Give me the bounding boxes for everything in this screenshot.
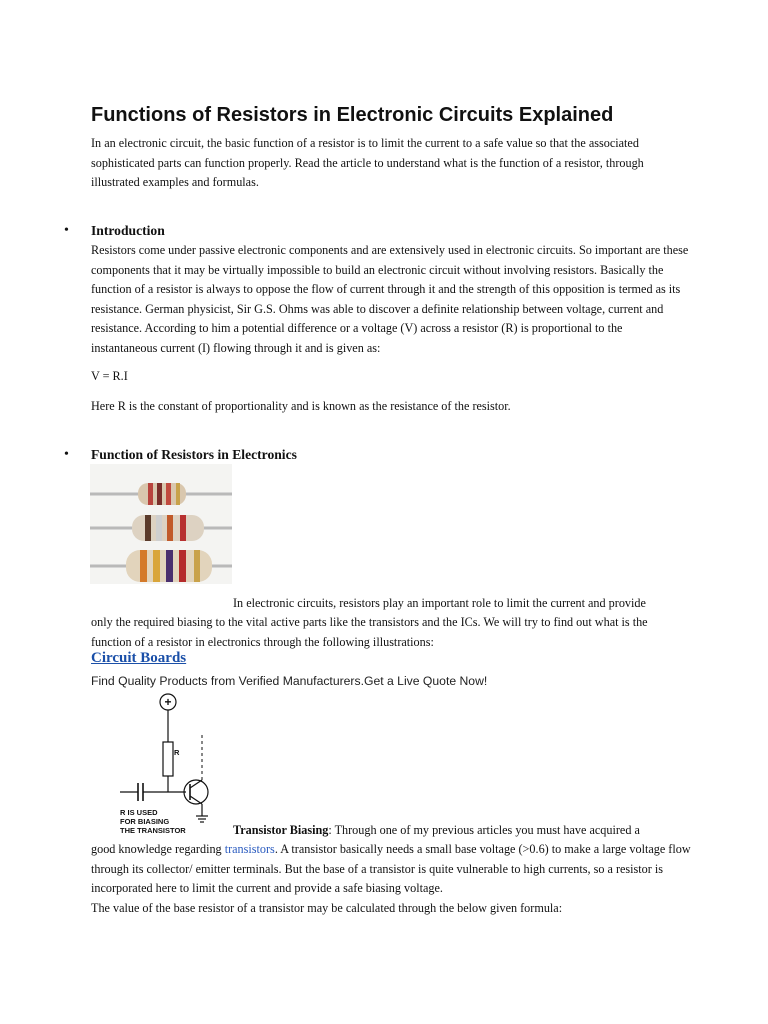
transistor-biasing-heading: Transistor Biasing	[233, 823, 329, 837]
function-heading: Function of Resistors in Electronics	[91, 447, 297, 462]
diagram-caption-line2: FOR BIASING	[120, 817, 170, 826]
transistor-biasing-first-line	[233, 821, 693, 841]
function-body-first-line: In electronic circuits, resistors play an important role to limit the current and provide	[233, 596, 646, 610]
formula-note: Here R is the constant of proportionality and is known as the resistance of the resistor.	[91, 399, 511, 413]
diagram-caption-line1: R IS USED	[120, 808, 158, 817]
plus-symbol: +	[164, 695, 172, 709]
transistor-biasing-text-b: good knowledge regarding	[91, 842, 225, 856]
resistor-symbol	[163, 742, 173, 776]
diagram-caption-line3: THE TRANSISTOR	[120, 826, 186, 835]
resistors-illustration	[90, 464, 232, 584]
transistor-biasing-diagram	[110, 690, 226, 840]
transistors-link[interactable]: transistors	[224, 842, 275, 856]
resistors-photo	[90, 464, 232, 584]
transistor-biasing-body	[91, 840, 691, 899]
resistor-label: R	[174, 748, 180, 757]
page-title: Functions of Resistors in Electronic Circuits Explained	[91, 104, 614, 126]
transistor-biasing-text-a: : Through one of my previous articles you must have acquired a	[328, 823, 640, 837]
ad-title-link[interactable]: Circuit Boards	[91, 650, 187, 666]
ad-text: Find Quality Products from Verified Manufacturers.Get a Live Quote Now!	[91, 674, 488, 688]
introduction-heading: Introduction	[91, 223, 165, 238]
function-body: only the required biasing to the vital active parts like the transistors and the ICs. We will try to find out what is the function of a resistor in electronics through the following illustrations:	[91, 615, 648, 649]
intro-paragraph: In an electronic circuit, the basic function of a resistor is to limit the current to a safe value so that the associated sophisticated parts can function properly. Read the article to understand what is the function of a resistor, through illustrated examples and formulas.	[91, 136, 644, 190]
introduction-body: Resistors come under passive electronic components and are extensively used in electronic circuits. So important are these components that it may be virtually impossible to build an electronic circuit without involving resistors. Basically the function of a resistor is always to oppose the flow of current through it and the strength of this opposition is termed as its resistance. German physicist, Sir G.S. Ohms was able to discover a definite relationship between voltage, current and resistance. According to him a potential difference or a voltage (V) across a resistor (R) is proportional to the instantaneous current (I) flowing through it and is given as:	[91, 243, 689, 355]
base-resistor-formula-intro: The value of the base resistor of a transistor may be calculated through the below given formula:	[91, 901, 563, 915]
ohms-law-formula: V = R.I	[91, 369, 128, 383]
transistor-biasing-text-c: . A transistor basically needs a small base voltage (>0.6) to make a large voltage flow through its collector/ emitter terminals. But the base of a transistor is quite vulnerable to high currents, so a resistor is incorporated here to limit the current and provide a safe biasing voltage.	[91, 842, 691, 896]
bullet-function: •	[64, 447, 69, 462]
bullet-introduction: •	[64, 223, 69, 238]
